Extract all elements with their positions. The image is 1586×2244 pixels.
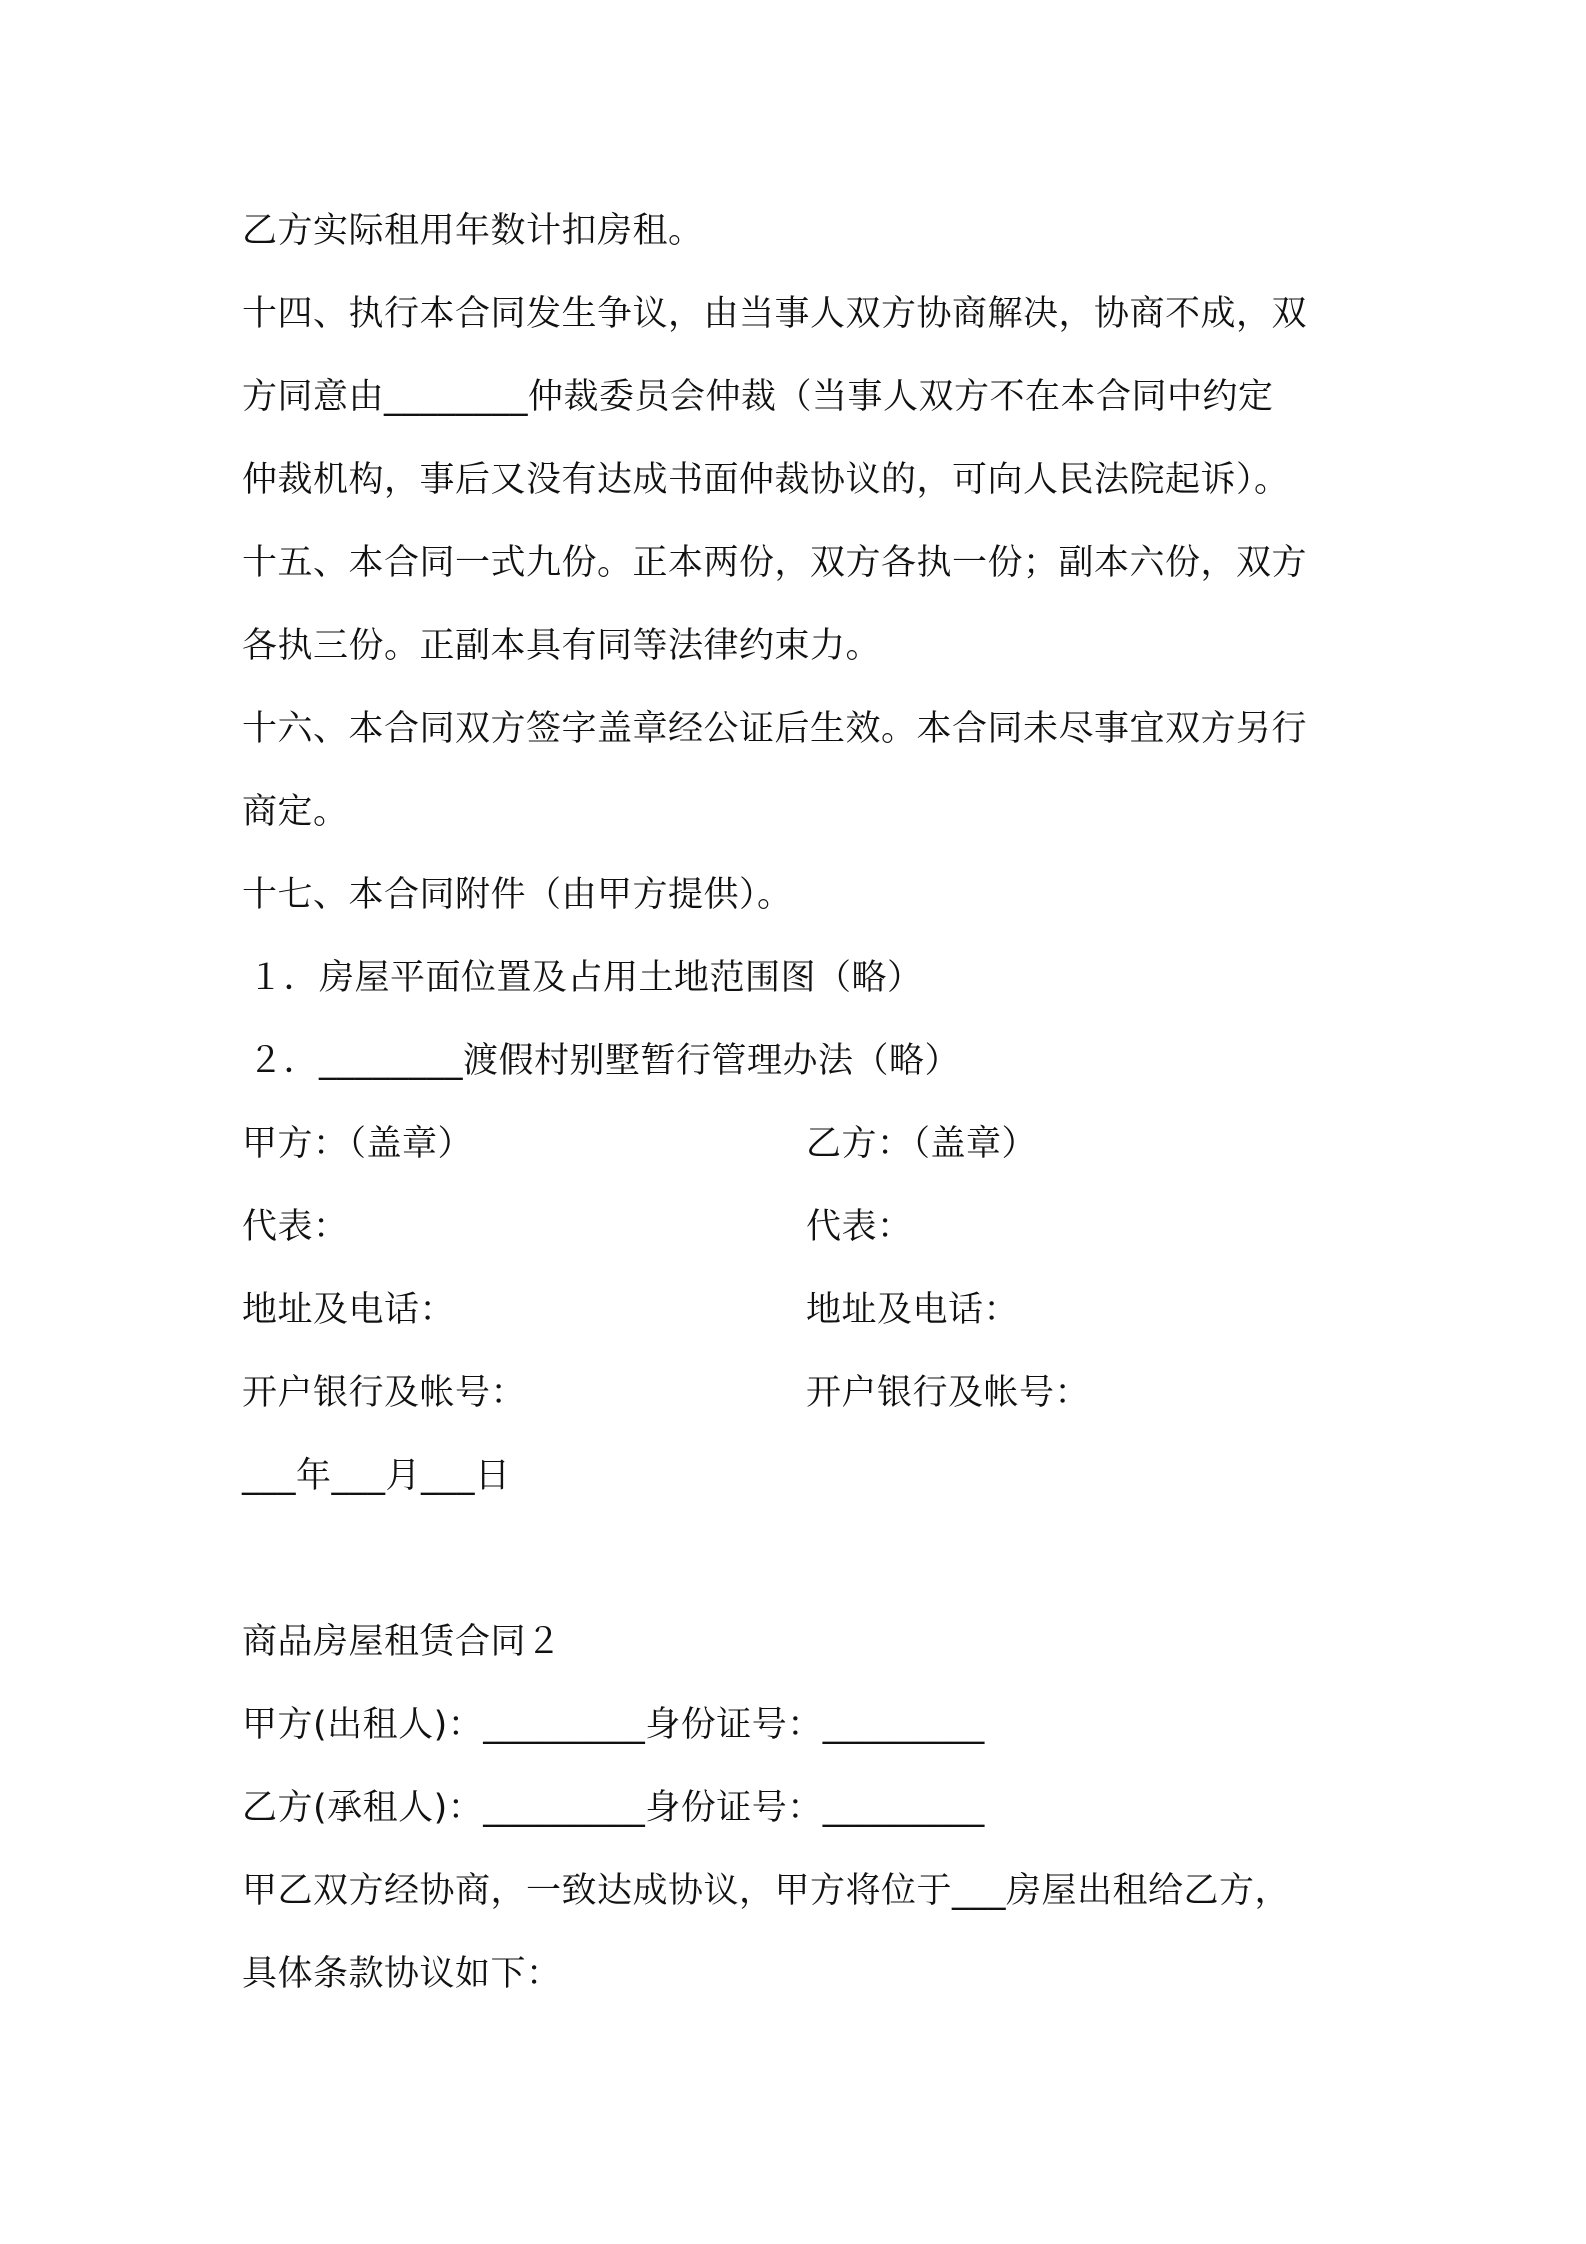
clause-16-line-1: 十六、本合同双方签字盖章经公证后生效。本合同未尽事宜双方另行	[242, 709, 1308, 749]
signature-date: ___年___月___日	[242, 1456, 511, 1496]
party-a-seal: 甲方：（盖章）	[242, 1124, 474, 1164]
clause-15-line-2: 各执三份。正副本具有同等法律约束力。	[242, 626, 882, 666]
attachment-item-2: ２．________渡假村别墅暂行管理办法（略）	[248, 1041, 961, 1081]
party-b-representative: 代表：	[806, 1207, 913, 1247]
contract-2-party-a: 甲方(出租人)：_________身份证号：_________	[242, 1705, 985, 1745]
attachment-item-1: １．房屋平面位置及占用土地范围图（略）	[248, 958, 923, 998]
contract-2-party-b: 乙方(承租人)：_________身份证号：_________	[242, 1788, 985, 1828]
clause-14-line-2: 方同意由________仲裁委员会仲裁（当事人双方不在本合同中约定	[242, 377, 1274, 417]
party-a-bank-account: 开户银行及帐号：	[242, 1373, 527, 1413]
paragraph-intro-tail: 乙方实际租用年数计扣房租。	[242, 211, 704, 251]
party-b-seal: 乙方：（盖章）	[806, 1124, 1038, 1164]
contract-2-intro-line-1: 甲乙双方经协商，一致达成协议，甲方将位于___房屋出租给乙方，	[242, 1871, 1291, 1911]
party-b-bank-account: 开户银行及帐号：	[806, 1373, 1091, 1413]
party-a-representative: 代表：	[242, 1207, 349, 1247]
clause-17-title: 十七、本合同附件（由甲方提供）。	[242, 875, 793, 915]
clause-14-line-3: 仲裁机构，事后又没有达成书面仲裁协议的，可向人民法院起诉）。	[242, 460, 1290, 500]
party-a-address-phone: 地址及电话：	[242, 1290, 456, 1330]
contract-2-intro-line-2: 具体条款协议如下：	[242, 1954, 562, 1994]
clause-14-line-1: 十四、执行本合同发生争议，由当事人双方协商解决，协商不成，双	[242, 294, 1308, 334]
contract-2-title: 商品房屋租赁合同２	[242, 1622, 562, 1662]
clause-16-line-2: 商定。	[242, 792, 349, 832]
clause-15-line-1: 十五、本合同一式九份。正本两份，双方各执一份；副本六份，双方	[242, 543, 1308, 583]
party-b-address-phone: 地址及电话：	[806, 1290, 1020, 1330]
